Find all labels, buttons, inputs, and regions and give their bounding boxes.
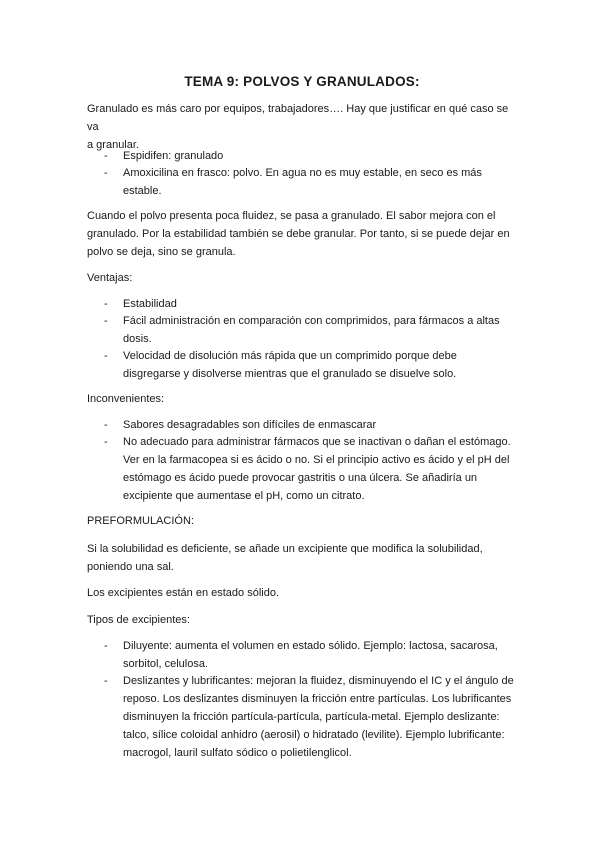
inconvenientes-heading: Inconvenientes: <box>87 393 165 405</box>
preformulacion-heading: PREFORMULACIÓN: <box>87 515 194 527</box>
solubility-paragraph: Si la solubilidad es deficiente, se añade un excipiente que modifica la solubilidad, poniendo una sal. <box>87 543 483 573</box>
document-title: TEMA 9: POLVOS Y GRANULADOS: <box>184 74 420 89</box>
intro-paragraph: Granulado es más caro por equipos, trabajadores…. Hay que justificar en qué caso se va a granular. <box>87 103 509 151</box>
ventajas-heading: Ventajas: <box>87 272 133 284</box>
solid-state-paragraph: Los excipientes están en estado sólido. <box>87 587 280 599</box>
tipos-heading: Tipos de excipientes: <box>87 614 190 626</box>
fluidity-paragraph: Cuando el polvo presenta poca fluidez, se pasa a granulado. El sabor mejora con el granulado. Por la estabilidad también se debe granular. Por tanto, si se puede dejar en polvo se deja, sino se granula. <box>87 210 510 258</box>
